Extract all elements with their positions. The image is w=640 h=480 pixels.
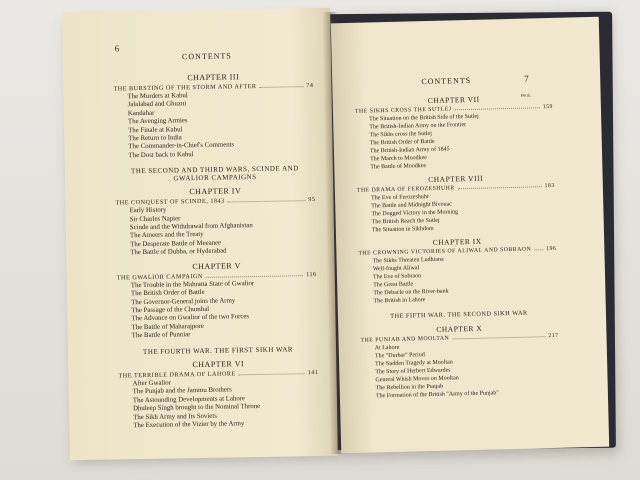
leader-dots [534,246,543,250]
chapter-heading: CHAPTER III [187,72,240,83]
contents-item: The Battle of Punniar [131,331,191,340]
section-title: THE BURSTING OF THE STORM AND AFTER [113,82,257,93]
chapter-heading: CHAPTER VI [192,359,245,370]
contents-item: Early History [129,206,167,215]
war-heading: THE SECOND AND THIRD WARS, SCINDE AND GWALIOR CAMPAIGNS [130,164,299,183]
page-number: 6 [114,43,120,54]
contents-item: The Great Battle [373,281,414,289]
section-page-number: 183 [544,182,555,190]
section-page-number: 217 [548,332,559,339]
leader-dots [259,82,303,88]
contents-item: Kandahar [127,109,155,118]
contents-item: The Battle of Maharajpore [131,322,204,331]
contents-item: The Sikhs cross the Sutlej [369,130,432,139]
leader-dots [452,333,545,339]
war-heading: THE FOURTH WAR. THE FIRST SIKH WAR [142,344,294,356]
contents-item: The Advance on Gwalior of the two Forces [131,313,250,323]
contents-item: Well-fought Aliwal [372,265,420,273]
chapter-heading: CHAPTER IV [189,186,242,197]
contents-item: The Situation on the British Side of the Sutlej [369,113,479,123]
contents-item: The British Order of Battle [130,289,205,298]
contents-item: The Eve of Ferozeshuhr [371,193,429,202]
chapter-heading: CHAPTER VII [427,94,480,105]
contents-item: The Governor-General joins the Army [131,296,236,306]
contents-item: The Dogged Victory in the Morning [371,209,459,218]
section-page-number: 95 [308,196,316,204]
contents-item: The Story of Herbert Edwardes [375,367,451,375]
contents-item: The Punjab and the Jammu Brothers [132,386,232,396]
section-title: THE DRAMA OF FEROZESHUHR [356,185,455,194]
contents-item: The Sikh Army and Its Soviets [133,412,217,421]
contents-item: The British-Indian Army on the Frontier [369,122,467,131]
leader-dots [458,183,542,189]
contents-item: The March to Moodkee [370,155,428,163]
contents-item: The Commander-in-Chief's Comments [128,141,235,151]
section-page-number: 141 [307,368,319,377]
contents-item: The Situation in Sikhdom [371,225,434,234]
contents-item: The British Reach the Sutlej [371,217,440,226]
contents-item: General Whish Moves on Mooltan [375,374,459,383]
contents-item: The "Durbar" Period [374,351,425,359]
chapter-heading: CHAPTER X [436,323,483,334]
section-title: THE SIKHS CROSS THE SUTLEJ [354,106,452,115]
section-title: THE GWALIOR CAMPAIGN [116,272,203,282]
leader-dots [454,104,539,110]
section-page-number: 74 [306,81,314,90]
war-heading: THE FIFTH WAR. THE SECOND SIKH WAR [390,309,528,320]
section-page-number: 196 [546,245,557,253]
contents-item: The British-Indian Army of 1845 [369,146,450,155]
leader-dots [228,196,306,202]
contents-item: The Debacle on the River-bank [373,288,449,297]
section-title: THE PUNJAB AND MOOLTAN [360,335,450,344]
contents-item: After Gwalior [132,379,171,388]
page-heading: CONTENTS [421,75,472,87]
contents-item: Jalalabad and Ghuzni [127,100,187,109]
contents-item: The Finale at Kabul [128,125,183,134]
contents-item: The Battle of Moodkee [370,163,427,171]
contents-item: The Sikhs Threaten Ludhiana [372,256,444,265]
right-page [331,17,609,453]
chapter-heading: CHAPTER IX [432,236,482,247]
contents-item: The Eve of Sobraon [372,273,422,281]
contents-item: The Sudden Tragedy at Mooltan [375,358,453,367]
contents-item: The Avenging Armies [127,117,188,126]
section-title: THE TERRIBLE DRAMA OF LAHORE [118,370,236,380]
contents-item: At Lahore [374,344,400,351]
page-column-label: PAGE [520,92,531,98]
contents-item: The Passage of the Chumbal [131,305,210,315]
contents-list [354,88,559,400]
section-title: THE CROWNING VICTORIES OF ALIWAL AND SOBRAON [358,246,532,257]
section-title: THE CONQUEST OF SCINDE, 1843 [115,197,225,207]
contents-item: Scinde and the Withdrawal from Afghanistan [129,222,253,232]
contents-item: The Battle of Dubba, or Hyderabad [130,247,227,257]
contents-item: Sir Charles Napier [129,214,181,223]
contents-item: The Ameers and the Treaty [129,231,204,240]
leader-dots [206,271,303,278]
contents-item: The Murders at Kabul [127,92,188,101]
contents-item: The Battle and Midnight Bivouac [371,201,452,210]
contents-item: Dhuleep Singh brought to the Nominal Throne [132,403,261,413]
left-page [62,8,338,461]
section-page-number: 116 [306,270,317,278]
contents-list [113,66,319,431]
section-page-number: 159 [542,103,553,111]
contents-item: The Dost back to Kabul [128,150,194,160]
contents-item: The Rebellion in the Punjab [375,383,444,391]
contents-item: The British in Lahore [373,297,426,305]
chapter-heading: CHAPTER V [192,260,241,271]
contents-item: The British Order of Battle [369,138,435,147]
contents-item: The Desperate Battle of Meeanee [130,239,222,249]
contents-item: The Astounding Developments at Lahore [132,395,246,405]
contents-item: The Execution of the Vizier by the Army [133,420,245,430]
leader-dots [239,369,305,375]
page-number: 7 [524,73,529,84]
contents-item: The Trouble in the Mahratta State of Gwalior [130,279,255,289]
contents-item: The Return to India [128,134,182,143]
page-heading: CONTENTS [181,51,232,62]
chapter-heading: CHAPTER VIII [428,173,484,185]
contents-item: The Formation of the British "Army of the Punjab" [375,389,499,399]
